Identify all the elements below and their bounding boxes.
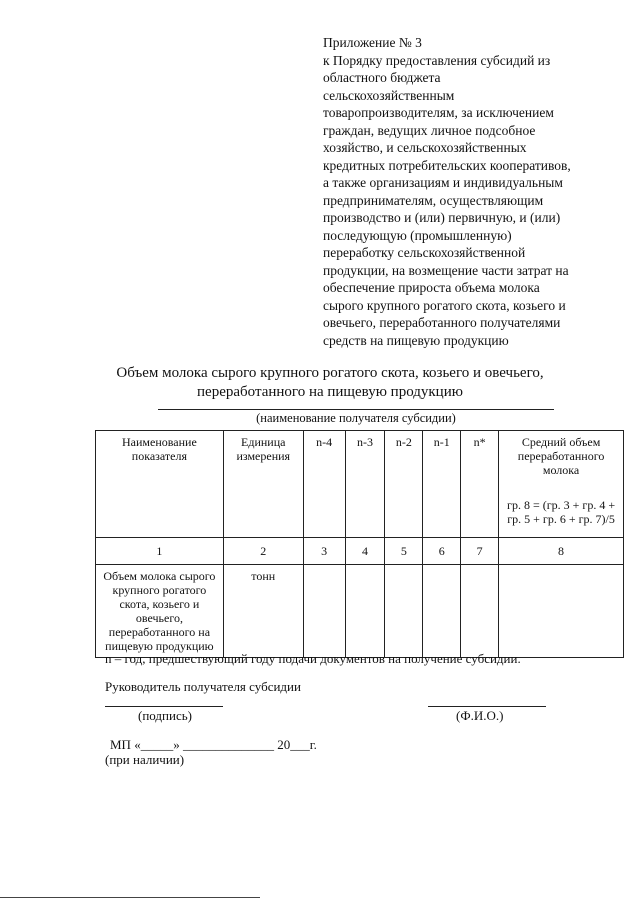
seal-note: (при наличии) [105, 752, 185, 767]
column-number: 1 [96, 538, 224, 565]
head-label: Руководитель получателя субсидии [105, 679, 301, 694]
appendix-line: граждан, ведущих личное подсобное [323, 122, 536, 138]
appendix-line: а также организациям и индивидуальным [323, 175, 563, 190]
header-n-1: n-1 [423, 431, 461, 538]
header-n-3: n-3 [345, 431, 385, 538]
appendix-line: кредитных потребительских кооперативов, [323, 157, 571, 173]
seal-date-line: МП «_____» ______________ 20___г. [110, 737, 317, 752]
recipient-name-line [158, 409, 554, 410]
appendix-line: Приложение № 3 [323, 35, 422, 50]
signature-line [105, 706, 223, 707]
footnote: n – год, предшествующий году подачи документов на получение субсидии. [105, 651, 521, 666]
row-cell-n-3 [345, 565, 385, 658]
row-indicator: Объем молока сырого крупного рогатого скота, козьего и овечьего, переработанного на пищевую продукцию [96, 565, 224, 658]
name-line [428, 706, 546, 707]
header-unit: Единица измерения [223, 431, 303, 538]
appendix-line: производство и (или) первичную, и (или) [323, 210, 561, 225]
appendix-line: предпринимателям, осуществляющим [323, 192, 544, 208]
appendix-line: областного бюджета [323, 70, 441, 85]
appendix-line: переработку сельскохозяйственной [323, 245, 526, 260]
bottom-rule [0, 897, 260, 898]
column-number: 4 [345, 538, 385, 565]
appendix-block [323, 34, 623, 349]
table-row [96, 565, 624, 658]
header-average-formula: гр. 8 = (гр. 3 + гр. 4 + гр. 5 + гр. 6 + гр. 7)/5 [507, 498, 616, 526]
appendix-line: средств на пищевую продукцию [323, 332, 509, 348]
appendix-line: хозяйство, и сельскохозяйственных [323, 140, 527, 155]
appendix-line: товаропроизводителям, за исключением [323, 105, 554, 120]
appendix-line: овечьего, переработанного получателями [323, 315, 561, 330]
header-indicator: Наименование показателя [96, 431, 224, 538]
row-unit: тонн [223, 565, 303, 658]
column-number: 3 [303, 538, 345, 565]
appendix-line: к Порядку предоставления субсидий из [323, 52, 551, 68]
table-header-row [96, 431, 624, 538]
column-number: 5 [385, 538, 423, 565]
row-cell-n-4 [303, 565, 345, 658]
column-number: 7 [461, 538, 499, 565]
row-cell-n [461, 565, 499, 658]
header-average [499, 431, 624, 538]
appendix-line: сельскохозяйственным [323, 87, 455, 103]
appendix-line: сырого крупного рогатого скота, козьего и [323, 297, 566, 313]
name-caption: (Ф.И.О.) [456, 708, 504, 723]
signature-caption: (подпись) [138, 708, 192, 723]
header-n-4: n-4 [303, 431, 345, 538]
header-n: n* [461, 431, 499, 538]
table-column-numbers-row [96, 538, 624, 565]
appendix-line: продукции, на возмещение части затрат на [323, 262, 569, 278]
milk-volume-table [95, 430, 624, 658]
column-number: 6 [423, 538, 461, 565]
header-average-title: Средний объем переработанного молока [517, 435, 605, 477]
column-number: 2 [223, 538, 303, 565]
appendix-line: последующую (промышленную) [323, 227, 512, 243]
recipient-caption: (наименование получателя субсидии) [256, 411, 456, 425]
row-cell-n-2 [385, 565, 423, 658]
appendix-line: обеспечение прироста объема молока [323, 280, 540, 295]
row-cell-n-1 [423, 565, 461, 658]
document-title-line-2: переработанного на пищевую продукцию [197, 384, 463, 400]
header-n-2: n-2 [385, 431, 423, 538]
row-cell-average [499, 565, 624, 658]
document-title [60, 364, 600, 402]
document-title-line-1: Объем молока сырого крупного рогатого скота, козьего и овечьего, [116, 365, 544, 381]
column-number: 8 [499, 538, 624, 565]
